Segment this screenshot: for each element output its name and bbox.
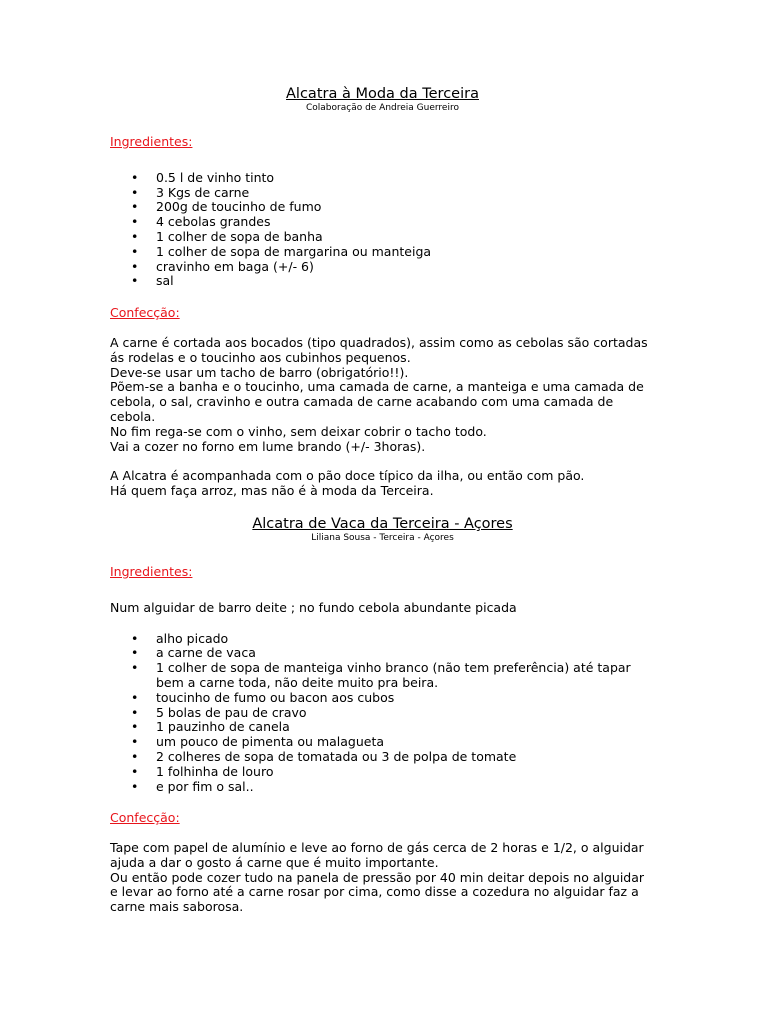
bullet-icon: •	[131, 273, 139, 289]
recipe1-ingredient-list	[110, 171, 655, 289]
list-item: • 4 cebolas grandes	[131, 214, 271, 230]
recipe2-title: Alcatra de Vaca da Terceira - Açores	[252, 515, 513, 532]
bullet-icon: •	[131, 645, 139, 661]
list-item: • 5 bolas de pau de cravo	[131, 704, 307, 720]
list-item: • um pouco de pimenta ou malagueta	[131, 734, 385, 750]
list-item: • 1 pauzinho de canela	[131, 719, 290, 735]
list-item: • 1 colher de sopa de banha	[131, 228, 323, 244]
bullet-icon: •	[131, 704, 139, 720]
list-item: • a carne de vaca	[131, 645, 256, 661]
bullet-icon: •	[131, 258, 139, 274]
list-item: • 2 colheres de sopa de tomatada ou 3 de polpa de tomate	[131, 748, 517, 764]
bullet-icon: •	[131, 719, 139, 735]
list-item: • 1 colher de sopa de margarina ou manteiga	[131, 243, 432, 259]
recipe1-method-paragraph: Põem-se a banha e o toucinho, uma camada de carne, a manteiga e uma camada de cebola, o sal, cravinho e outra camada de carne acabando com uma camada de cebola.	[110, 379, 644, 424]
recipe1-title: Alcatra à Moda da Terceira	[286, 86, 479, 102]
list-item: • 0.5 l de vinho tinto	[131, 169, 275, 185]
bullet-icon: •	[131, 169, 139, 185]
recipe1-ingredients-heading: Ingredientes:	[110, 134, 193, 149]
recipe2-subtitle: Liliana Sousa - Terceira - Açores	[311, 532, 454, 543]
bullet-icon: •	[131, 228, 139, 244]
bullet-icon: •	[131, 689, 139, 705]
recipe2-ingredient-list	[110, 632, 655, 795]
recipe2-ingredients-heading: Ingredientes:	[110, 563, 193, 579]
document-content	[110, 86, 655, 915]
recipe1-method-paragraph: No fim rega-se com o vinho, sem deixar cobrir o tacho todo.	[110, 423, 487, 439]
recipe1-method-paragraph: Vai a cozer no forno em lume brando (+/- 3horas).	[110, 438, 426, 454]
bullet-icon: •	[131, 243, 139, 259]
list-item: • e por fim o sal..	[131, 778, 254, 794]
recipe1-closing-paragraph: Há quem faça arroz, mas não é à moda da Terceira.	[110, 483, 434, 499]
list-item: • sal	[131, 273, 174, 289]
list-item: • 1 colher de sopa de manteiga vinho branco (não tem preferência) até tapar bem a carne toda, não deite muito pra beira.	[131, 660, 631, 690]
bullet-icon: •	[131, 748, 139, 764]
recipe1-closing-paragraph: A Alcatra é acompanhada com o pão doce típico da ilha, ou então com pão.	[110, 468, 585, 484]
bullet-icon: •	[131, 778, 139, 794]
list-item: • toucinho de fumo ou bacon aos cubos	[131, 689, 395, 705]
bullet-icon: •	[131, 199, 139, 215]
recipe2-method-paragraph: Ou então pode cozer tudo na panela de pressão por 40 min deitar depois no alguidar e levar ao forno até a carne rosar por cima, como disse a cozedura no alguidar faz a carne mais saborosa.	[110, 869, 645, 915]
bullet-icon: •	[131, 630, 139, 646]
list-item: • 200g de toucinho de fumo	[131, 199, 322, 215]
bullet-icon: •	[131, 184, 139, 200]
bullet-icon: •	[131, 660, 139, 676]
recipe1-method-heading: Confecção:	[110, 305, 180, 321]
recipe1-method-paragraph: Deve-se usar um tacho de barro (obrigatório!!).	[110, 364, 409, 380]
recipe2-intro: Num alguidar de barro deite ; no fundo cebola abundante picada	[110, 599, 517, 615]
recipe2-method-heading: Confecção:	[110, 810, 180, 826]
recipe1-method-paragraph: A carne é cortada aos bocados (tipo quadrados), assim como as cebolas são cortadas ás rodelas e o toucinho aos cubinhos pequenos.	[110, 334, 648, 365]
bullet-icon: •	[131, 734, 139, 750]
list-item: • cravinho em baga (+/- 6)	[131, 258, 314, 274]
recipe1-subtitle: Colaboração de Andreia Guerreiro	[306, 103, 459, 113]
list-item: • 3 Kgs de carne	[131, 184, 250, 200]
bullet-icon: •	[131, 214, 139, 230]
bullet-icon: •	[131, 763, 139, 779]
recipe2-method-paragraph: Tape com papel de alumínio e leve ao forno de gás cerca de 2 horas e 1/2, o alguidar ajuda a dar o gosto á carne que é muito importante.	[110, 840, 644, 870]
list-item: • 1 folhinha de louro	[131, 763, 274, 779]
list-item: • alho picado	[131, 630, 229, 646]
